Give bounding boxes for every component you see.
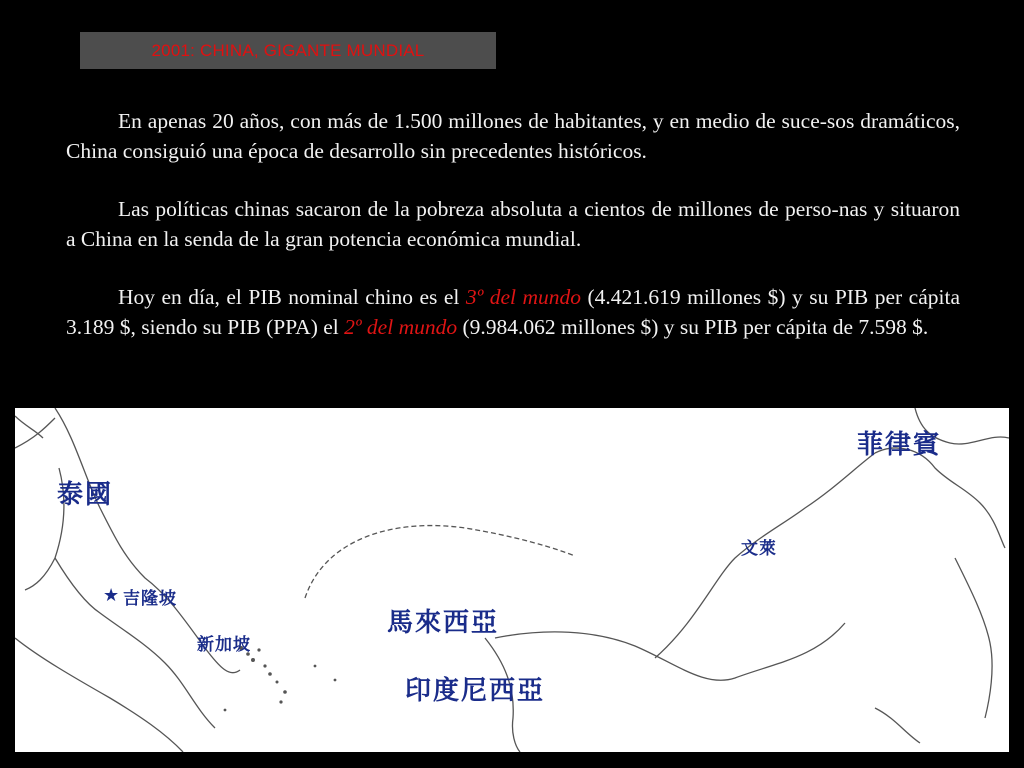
label-malaysia: 馬來西亞 (387, 608, 500, 638)
paragraph-3-part-c: (9.984.062 millones $) y su PIB per cápita de 7.598 $. (457, 315, 929, 339)
paragraph-3 (66, 282, 960, 342)
highlight-rank-nominal: 3º del mundo (465, 285, 581, 309)
paragraph-3-part-a: Hoy en día, el PIB nominal chino es el (118, 285, 466, 309)
highlight-rank-ppp: 2º del mundo (344, 315, 458, 339)
label-indonesia: 印度尼西亞 (405, 676, 546, 706)
paragraph-1: En apenas 20 años, con más de 1.500 millones de habitantes, y en medio de suce-sos dramáticos, China consiguió una época de desarrollo sin precedentes históricos. (66, 109, 960, 163)
slide-body (66, 106, 960, 370)
label-philippines: 菲律賓 (857, 430, 942, 460)
label-thailand: 泰國 (57, 480, 114, 510)
map-image (15, 408, 1009, 752)
paragraph-3-part-b: (4.421.619 millones $) y su PIB per cápita 3.189 $, siendo su PIB (PPA) el (66, 285, 960, 339)
label-kuala-lumpur: 吉隆坡 (123, 589, 177, 609)
label-brunei: 文萊 (741, 539, 777, 559)
label-singapore: 新加坡 (197, 635, 251, 655)
slide-title: 2001: CHINA, GIGANTE MUNDIAL (80, 32, 496, 69)
paragraph-2: Las políticas chinas sacaron de la pobreza absoluta a cientos de millones de perso-nas y situaron a China en la senda de la gran potencia económica mundial. (66, 197, 960, 251)
star-icon: ★ (103, 585, 120, 605)
